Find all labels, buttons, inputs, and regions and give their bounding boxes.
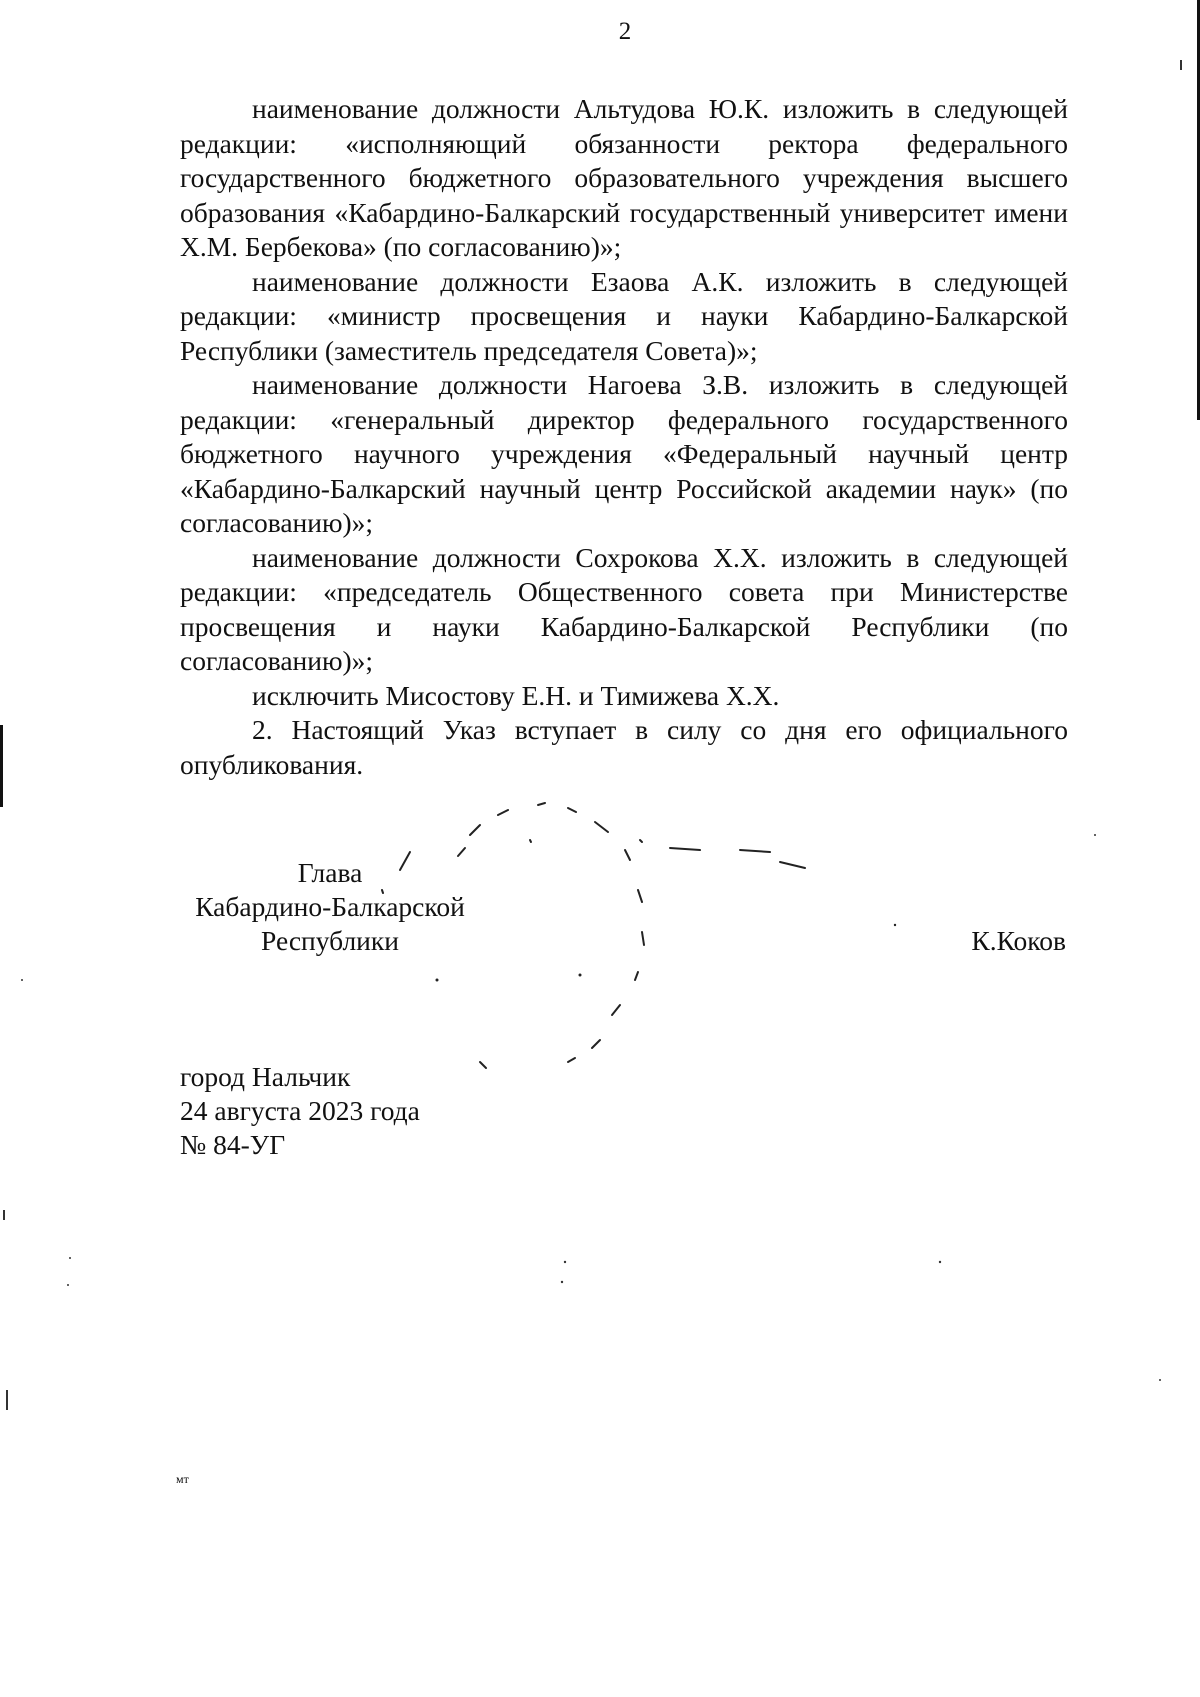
paragraph-altudov: наименование должности Альтудова Ю.К. изложить в следующей редакции: «исполняющий обязанности ректора федерального государственного бюджетного образовательного учреждения высшего образования «Кабардино-Балкарский государственный университет имени Х.М. Бербекова» (по согласованию)»; (180, 93, 1068, 262)
scan-edge-left (0, 725, 3, 807)
signature-title-line-3: Республики (261, 925, 399, 956)
signature-title-line-1: Глава (297, 857, 363, 888)
page-number: 2 (618, 18, 632, 45)
paragraph-sokhrokov: наименование должности Сохрокова Х.Х. изложить в следующей редакции: «председатель Общественного совета при Министерстве просвещения и науки Кабардино-Балкарской Республики (по согласованию)»; (180, 541, 1068, 676)
document-date: 24 августа 2023 года (180, 1095, 420, 1126)
document-city: город Нальчик (180, 1061, 351, 1092)
signature-title-line-2: Кабардино-Балкарской (195, 891, 465, 922)
paragraph-effective-date: 2. Настоящий Указ вступает в силу со дня его официального опубликования. (180, 714, 1068, 780)
typist-initials: мт (176, 1472, 189, 1486)
document-number: № 84-УГ (180, 1129, 286, 1160)
paragraph-ezaov: наименование должности Езаова А.К. изложить в следующей редакции: «министр просвещения и науки Кабардино-Балкарской Республики (заместитель председателя Совета)»; (180, 265, 1068, 366)
place-date-block (180, 1060, 420, 1162)
signatory-name: К.Коков (971, 925, 1066, 956)
paragraph-exclusion: исключить Мисостову Е.Н. и Тимижева Х.Х. (252, 679, 780, 711)
document-body (180, 92, 1068, 782)
paragraph-nagoev: наименование должности Нагоева З.В. изложить в следующей редакции: «генеральный директор федерального государственного бюджетного научного учреждения «Федеральный научный центр «Кабардино-Балкарский научный центр Российской академии наук» (по согласованию)»; (180, 369, 1068, 538)
signature-title (185, 856, 475, 958)
